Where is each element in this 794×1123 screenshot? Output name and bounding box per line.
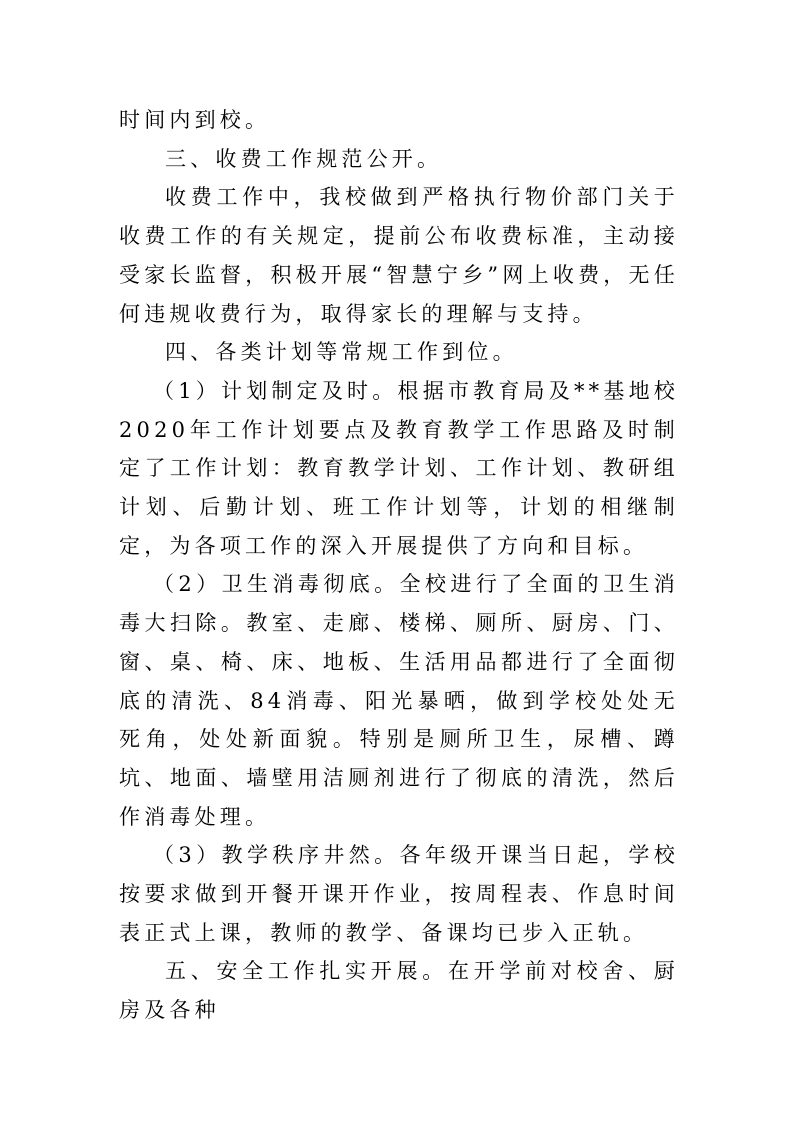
section-heading-safety: 五、安全工作扎实开展。在开学前对校舍、厨房及各种 [119, 959, 679, 1023]
paragraph-teaching-order: （3）教学秩序井然。各年级开课当日起，学校按要求做到开餐开课开作业，按周程表、作息时间表正式上课，教师的教学、备课均已步入正轨。 [119, 843, 679, 945]
paragraph-plans: （1）计划制定及时。根据市教育局及**基地校2020年工作计划要点及教育教学工作思路及时制定了工作计划：教育教学计划、工作计划、教研组计划、后勤计划、班工作计划等，计划的相继制定，为各项工作的深入开展提供了方向和目标。 [119, 378, 679, 558]
document-body [119, 101, 679, 1030]
section-heading-fees: 三、收费工作规范公开。 [165, 146, 443, 171]
paragraph-continuation: 时间内到校。 [119, 108, 271, 132]
section-heading-plans: 四、各类计划等常规工作到位。 [165, 340, 518, 365]
paragraph-hygiene: （2）卫生消毒彻底。全校进行了全面的卫生消毒大扫除。教室、走廊、楼梯、厕所、厨房、门、窗、桌、椅、床、地板、生活用品都进行了全面彻底的清洗、84消毒、阳光暴晒，做到学校处处无死角，处处新面貌。特别是厕所卫生，尿槽、蹲坑、地面、墙壁用洁厕剂进行了彻底的清洗，然后作消毒处理。 [119, 572, 679, 829]
paragraph-fees: 收费工作中，我校做到严格执行物价部门关于收费工作的有关规定，提前公布收费标准，主动接受家长监督，积极开展“智慧宁乡”网上收费，无任何违规收费行为，取得家长的理解与支持。 [119, 185, 679, 326]
